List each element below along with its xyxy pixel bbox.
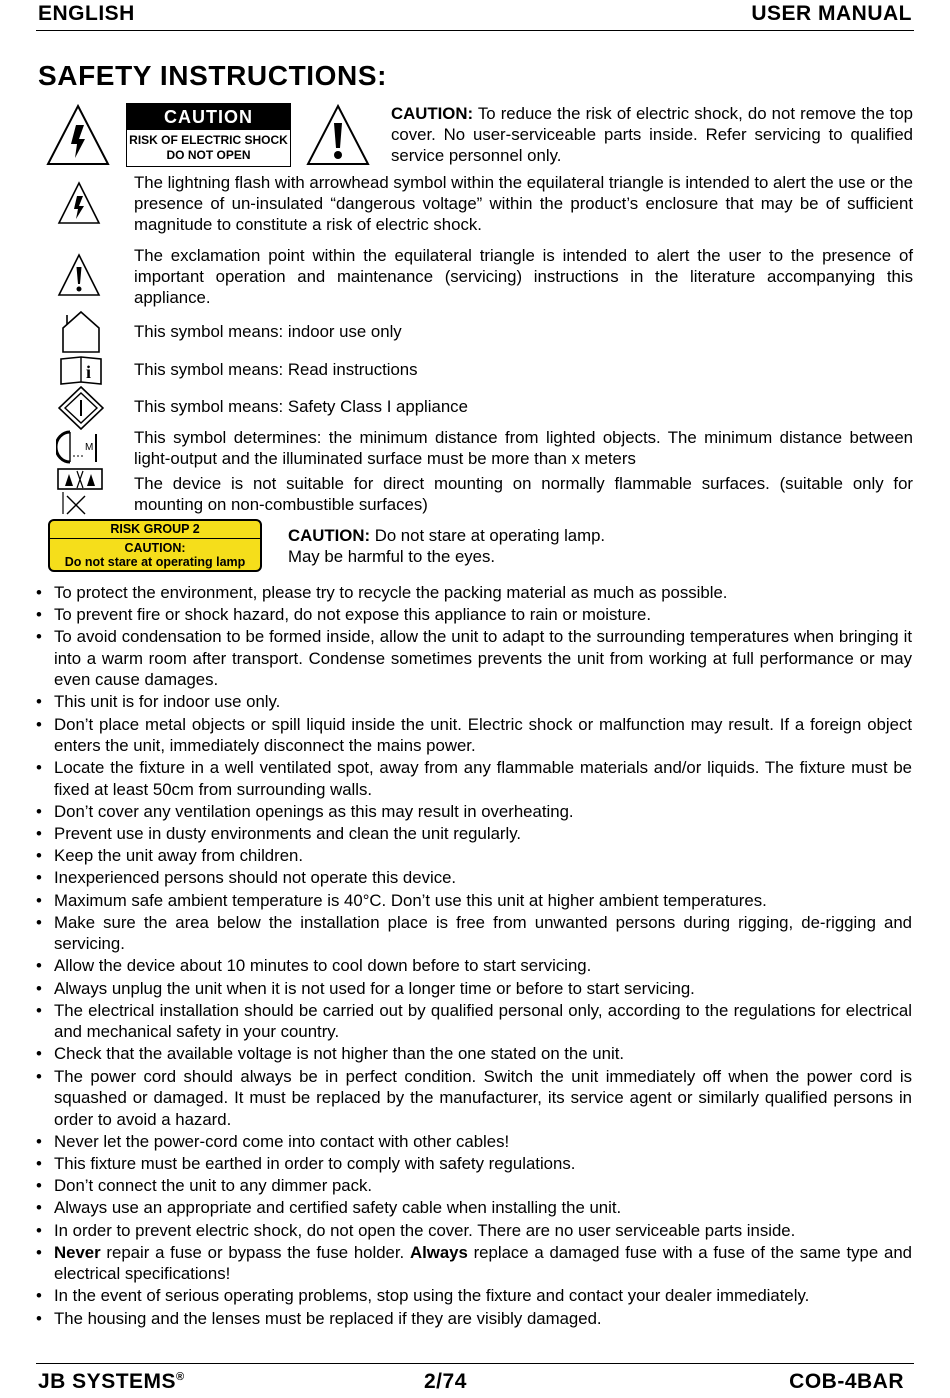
exclamation-triangle-icon <box>306 103 370 167</box>
risk-group-caution: CAUTION: <box>124 541 186 555</box>
caution-description <box>391 103 913 166</box>
distance-description: This symbol determines: the minimum distance from lighted objects. The minimum distance between light-output and the illuminated surface must be more than x meters <box>134 428 913 468</box>
safety-class-icon <box>58 386 104 430</box>
list-item: • Inexperienced persons should not operate this device. <box>36 867 912 888</box>
risk-caution-text: Do not stare at operating lamp. <box>370 526 606 545</box>
risk-group-title: RISK GROUP 2 <box>50 521 260 539</box>
list-item: • Check that the available voltage is not higher than the one stated on the unit. <box>36 1043 912 1064</box>
list-item: • The housing and the lenses must be replaced if they are visibly damaged. <box>36 1308 912 1329</box>
house-icon <box>61 310 101 354</box>
caution-box-title: CAUTION <box>127 104 290 130</box>
list-item-fuse <box>36 1242 912 1285</box>
list-item: • Never let the power-cord come into contact with other cables! <box>36 1131 912 1152</box>
risk-caution-text-2: May be harmful to the eyes. <box>288 547 496 566</box>
exclamation-description: The exclamation point within the equilateral triangle is intended to alert the user to the presence of important operation and maintenance (servicing) instructions in the literature accompanying this appliance. <box>134 246 913 307</box>
list-item: • Don’t cover any ventilation openings as this may result in overheating. <box>36 801 912 822</box>
list-item: • To avoid condensation to be formed inside, allow the unit to adapt to the surrounding temperatures when bringing it into a warm room after transport. Condense sometimes prevents the unit from working at full performance or may even cause damages. <box>36 626 912 690</box>
book-info-icon <box>59 356 103 386</box>
distance-icon <box>56 430 104 464</box>
page-footer <box>36 1363 914 1398</box>
list-item: • Locate the fixture in a well ventilated spot, away from any flammable materials and/or liquids. The fixture must be fixed at least 50cm from surrounding walls. <box>36 757 912 800</box>
list-item: • Don’t place metal objects or spill liquid inside the unit. Electric shock or malfunction may result. If a foreign object enters the unit, immediately disconnect the mains power. <box>36 714 912 757</box>
header-doc-type: USER MANUAL <box>751 2 912 25</box>
lightning-small-icon <box>57 181 101 225</box>
safety-bullet-list <box>36 582 912 1330</box>
class1-description: This symbol means: Safety Class I appliance <box>134 397 468 416</box>
read-description: This symbol means: Read instructions <box>134 360 418 379</box>
lightning-triangle-icon <box>46 103 110 167</box>
list-item: • Make sure the area below the installation place is free from unwanted persons during rigging, de-rigging and servicing. <box>36 912 912 955</box>
risk-group-label <box>48 519 262 572</box>
list-item: • Prevent use in dusty environments and clean the unit regularly. <box>36 823 912 844</box>
registered-mark: ® <box>176 1371 185 1383</box>
fuse-text-2: replace a damaged fuse with a fuse of the same type and electrical specifications! <box>54 1242 912 1284</box>
caution-text: To reduce the risk of electric shock, do not remove the top cover. No user-serviceable parts inside. Refer servicing to qualified service personnel only. <box>391 104 913 165</box>
list-item: • The power cord should always be in perfect condition. Switch the unit immediately off when the power cord is squashed or damaged. It must be replaced by the manufacturer, its service agent or similarly qualified persons in order to avoid a hazard. <box>36 1066 912 1130</box>
list-item: • Allow the device about 10 minutes to cool down before to start servicing. <box>36 955 912 976</box>
risk-description <box>288 525 908 567</box>
flammable-description: The device is not suitable for direct mounting on normally flammable surfaces. (suitable only for mounting on non-combustible surfaces) <box>134 474 913 514</box>
risk-caution-label: CAUTION: <box>288 526 371 545</box>
risk-group-warning: Do not stare at operating lamp <box>64 555 246 569</box>
flammable-surface-icon <box>55 466 105 516</box>
list-item: • Maximum safe ambient temperature is 40°C. Don’t use this unit at higher ambient temperatures. <box>36 890 912 911</box>
footer-page-number: 2/74 <box>424 1370 467 1393</box>
list-item: • In order to prevent electric shock, do not open the cover. There are no user serviceable parts inside. <box>36 1220 912 1241</box>
caution-box <box>126 103 291 167</box>
list-item: • In the event of serious operating problems, stop using the fixture and contact your dealer immediately. <box>36 1285 912 1306</box>
always-label: Always <box>409 1242 468 1262</box>
caution-box-line2: DO NOT OPEN <box>166 148 251 162</box>
list-item: • The electrical installation should be carried out by qualified personal only, according to the regulations for electrical and mechanical safety in your country. <box>36 1000 912 1043</box>
indoor-description: This symbol means: indoor use only <box>134 322 402 341</box>
footer-brand: JB SYSTEMS® <box>38 1370 185 1393</box>
list-item: • Always unplug the unit when it is not used for a longer time or before to start servicing. <box>36 978 912 999</box>
list-item: • Always use an appropriate and certified safety cable when installing the unit. <box>36 1197 912 1218</box>
never-label: Never <box>54 1242 101 1262</box>
list-item: • This fixture must be earthed in order to comply with safety regulations. <box>36 1153 912 1174</box>
exclamation-small-icon <box>57 253 101 297</box>
list-item: • This unit is for indoor use only. <box>36 691 912 712</box>
list-item: • Don’t connect the unit to any dimmer pack. <box>36 1175 912 1196</box>
svg-text:M: M <box>85 442 94 453</box>
caution-label: CAUTION: <box>391 104 474 123</box>
header-language: ENGLISH <box>38 2 135 25</box>
page-header <box>36 0 914 31</box>
list-item: • Keep the unit away from children. <box>36 845 912 866</box>
list-item: • To prevent fire or shock hazard, do not expose this appliance to rain or moisture. <box>36 604 912 625</box>
caution-box-line1: RISK OF ELECTRIC SHOCK <box>129 133 288 147</box>
page-title: SAFETY INSTRUCTIONS: <box>38 60 388 91</box>
footer-model: COB-4BAR <box>789 1370 904 1393</box>
svg-text:i: i <box>86 362 92 382</box>
fuse-text-1: repair a fuse or bypass the fuse holder. <box>100 1242 410 1262</box>
lightning-description: The lightning flash with arrowhead symbol within the equilateral triangle is intended to alert the use or the presence of un-insulated “dangerous voltage” within the product’s enclosure that may be of sufficient magnitude to constitute a risk of electric shock. <box>134 173 913 234</box>
list-item: • To protect the environment, please try to recycle the packing material as much as possible. <box>36 582 912 603</box>
